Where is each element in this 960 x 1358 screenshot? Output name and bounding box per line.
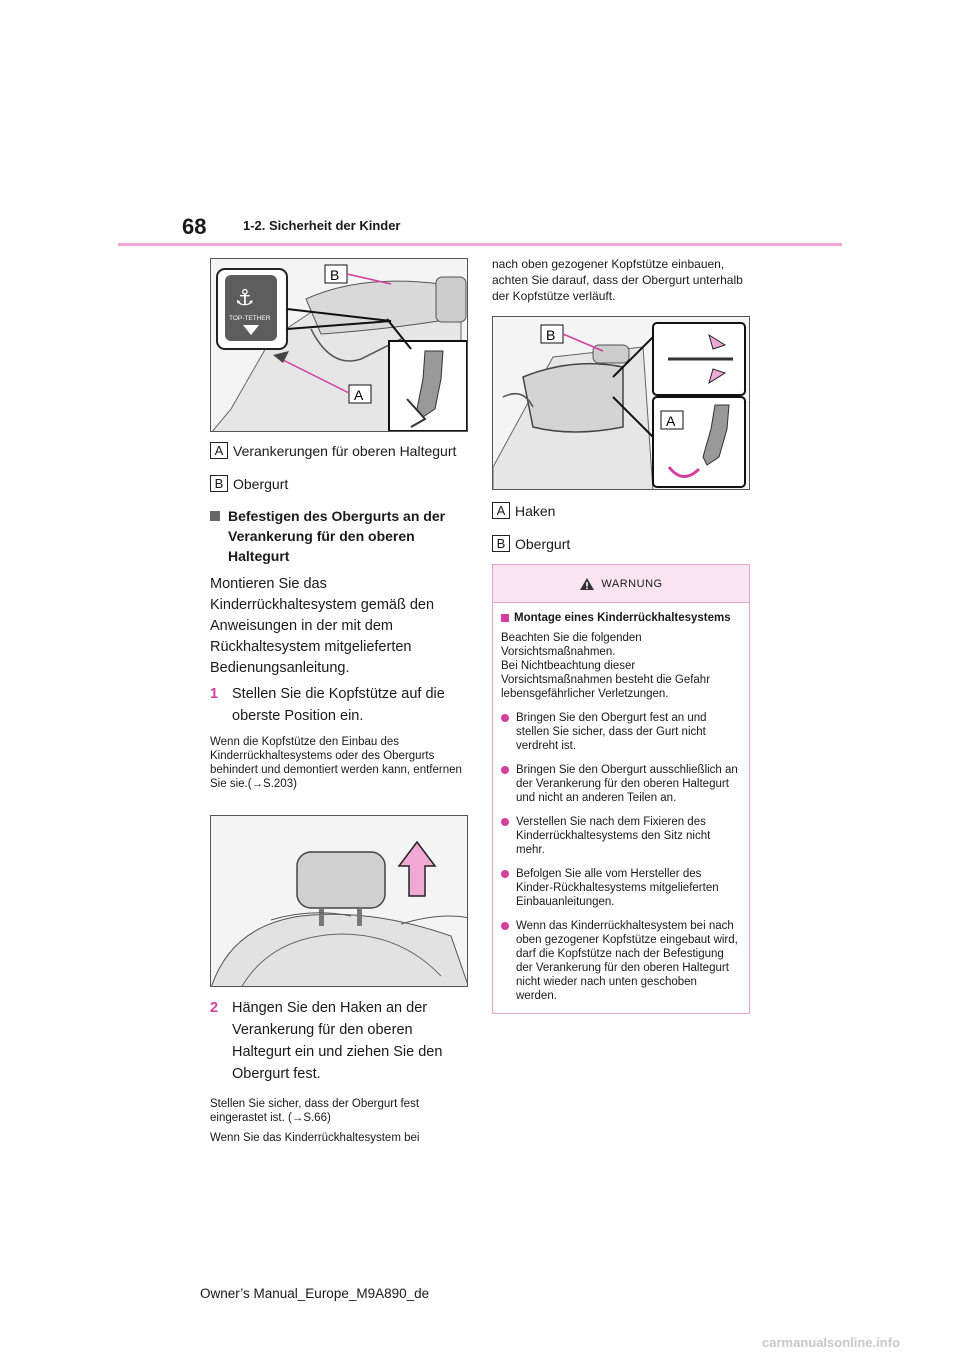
warning-text: Beachten Sie die folgenden Vorsichtsmaßnahmen. Bei Nichtbeachtung dieser Vorsichtsmaßnahmen besteht die Gefahr lebensgefährlicher Verletzungen. — [501, 632, 711, 700]
warning-bullet: Befolgen Sie alle vom Hersteller des Kinder-Rückhaltesystems mitgelieferten Einbauanleitungen. — [501, 867, 741, 909]
headrest-illustration — [211, 816, 468, 987]
figure-anchor-overview — [210, 258, 468, 432]
subheading: Befestigen des Obergurts an der Verankerung für den oberen Haltegurt — [210, 506, 470, 566]
top-tether-badge-label: TOP-TETHER — [229, 315, 271, 322]
warning-box — [492, 564, 750, 1014]
intro-paragraph: Montieren Sie das Kinderrückhaltesystem gemäß den Anweisungen in der mit dem Rückhaltesystem mitgelieferten Bedienungsanleitung. — [210, 576, 435, 676]
callout-a: A — [666, 413, 676, 429]
warning-title: WARNUNG — [601, 577, 663, 590]
callout-a: A — [354, 387, 364, 403]
anchor-illustration — [211, 259, 468, 432]
step-1 — [210, 683, 470, 727]
warning-triangle-icon — [579, 577, 595, 591]
figure-headrest — [210, 815, 468, 987]
legend-text: Obergurt — [515, 535, 571, 552]
legend-text: Verankerungen für oberen Haltegurt — [233, 442, 457, 459]
watermark: carmanualsonline.info — [762, 1335, 900, 1350]
legend-item-a — [210, 442, 470, 459]
bullet-dot-icon — [501, 818, 509, 826]
left-column — [210, 258, 470, 1145]
legend-key: B — [492, 535, 510, 552]
warning-subheading: Montage eines Kinderrückhaltesystems — [501, 611, 741, 625]
bullet-dot-icon — [501, 870, 509, 878]
note-remove-headrest: Wenn die Kopfstütze den Einbau des Kinderrückhaltesystems oder des Obergurts behindert und demontiert werden kann, entfernen Sie sie.(→S.203) — [210, 736, 462, 790]
step-text: Hängen Sie den Haken an der Verankerung für den oberen Haltegurt ein und ziehen Sie den Obergurt fest. — [232, 1000, 443, 1082]
warning-header — [493, 565, 749, 603]
hook-belt-illustration — [493, 317, 750, 490]
bullet-dot-icon — [501, 766, 509, 774]
legend-item-b — [210, 475, 470, 492]
bullet-dot-icon — [501, 922, 509, 930]
callout-b: B — [330, 267, 340, 283]
legend-key: A — [492, 502, 510, 519]
warning-bullet: Verstellen Sie nach dem Fixieren des Kinderrückhaltesystems den Sitz nicht mehr. — [501, 815, 741, 857]
continuation-paragraph: nach oben gezogener Kopfstütze einbauen, achten Sie darauf, dass der Obergurt unterhalb der Kopfstütze verläuft. — [492, 257, 743, 303]
note-check-belt: Stellen Sie sicher, dass der Obergurt fest eingerastet ist. (→S.66) — [210, 1098, 420, 1124]
figure-hook-belt — [492, 316, 750, 490]
right-column — [492, 256, 754, 1014]
step-number: 1 — [210, 686, 219, 702]
step-text: Stellen Sie die Kopfstütze auf die oberste Position ein. — [232, 686, 445, 724]
warning-bullet: Bringen Sie den Obergurt ausschließlich an der Verankerung für den oberen Haltegurt und nicht an anderen Teilen an. — [501, 763, 741, 805]
warning-bullet: Wenn das Kinderrückhaltesystem bei nach oben gezogener Kopfstütze eingebaut wird, darf die Kopfstütze nach der Befestigung der Verankerung für den oberen Haltegurt nicht wieder nach unten geschoben werden. — [501, 919, 741, 1003]
step-number: 2 — [210, 1000, 219, 1016]
note-continued: Wenn Sie das Kinderrückhaltesystem bei — [210, 1132, 420, 1144]
legend-text: Obergurt — [233, 475, 289, 492]
square-bullet-icon — [501, 614, 509, 622]
legend-key: A — [210, 442, 228, 459]
callout-b: B — [546, 327, 556, 343]
warning-body — [493, 603, 749, 1013]
bullet-dot-icon — [501, 714, 509, 722]
step-2 — [210, 997, 470, 1085]
legend-item-a — [492, 502, 754, 519]
square-bullet-icon — [210, 511, 220, 521]
legend-key: B — [210, 475, 228, 492]
page-number: 68 — [182, 214, 207, 239]
legend-text: Haken — [515, 502, 556, 519]
section-title: 1-2. Sicherheit der Kinder — [243, 218, 401, 233]
legend-item-b — [492, 535, 754, 552]
anchor-symbol-icon: ⚓ — [235, 286, 255, 311]
header-rule — [118, 243, 842, 246]
warning-bullet: Bringen Sie den Obergurt fest an und stellen Sie sicher, dass der Gurt nicht verdreht ist. — [501, 711, 741, 753]
footer-text: Owner’s Manual_Europe_M9A890_de — [200, 1286, 430, 1301]
